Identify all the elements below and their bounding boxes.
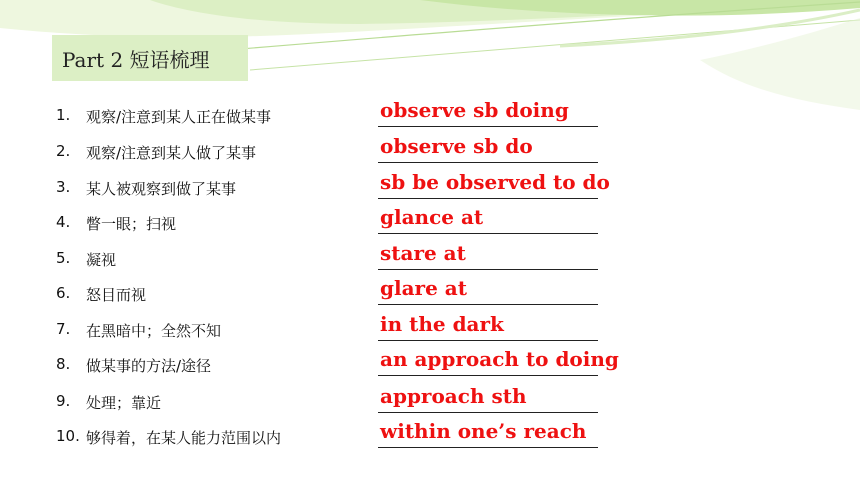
item-answer: approach sth — [380, 384, 527, 408]
list-item — [56, 421, 656, 451]
item-chinese: 某人被观察到做了某事 — [86, 180, 237, 198]
item-answer: stare at — [380, 241, 466, 265]
item-number: 2. — [56, 142, 71, 160]
list-item — [56, 349, 656, 379]
answer-blank-line — [378, 412, 598, 413]
item-number: 8. — [56, 355, 71, 373]
answer-blank-line — [378, 162, 598, 163]
answer-blank-line — [378, 447, 598, 448]
list-item — [56, 314, 656, 344]
answer-blank-line — [378, 340, 598, 341]
item-chinese: 够得着，在某人能力范围以内 — [86, 429, 282, 447]
answer-blank-line — [378, 375, 598, 376]
item-answer: observe sb do — [380, 134, 533, 158]
item-number: 3. — [56, 178, 71, 196]
answer-blank-line — [378, 233, 598, 234]
item-number: 9. — [56, 392, 71, 410]
item-answer: observe sb doing — [380, 98, 569, 122]
item-chinese: 在黑暗中；全然不知 — [86, 322, 222, 340]
section-title: Part 2 短语梳理 — [52, 35, 248, 81]
item-chinese: 观察/注意到某人正在做某事 — [86, 108, 272, 126]
answer-blank-line — [378, 126, 598, 127]
item-answer: an approach to doing — [380, 347, 619, 371]
item-answer: glare at — [380, 276, 467, 300]
item-number: 6. — [56, 284, 71, 302]
answer-blank-line — [378, 198, 598, 199]
item-answer: sb be observed to do — [380, 170, 610, 194]
item-chinese: 处理；靠近 — [86, 394, 162, 412]
list-item — [56, 100, 656, 130]
item-answer: glance at — [380, 205, 484, 229]
item-number: 7. — [56, 320, 71, 338]
item-number: 4. — [56, 213, 71, 231]
list-item — [56, 172, 656, 202]
item-chinese: 凝视 — [86, 251, 117, 269]
answer-blank-line — [378, 269, 598, 270]
item-chinese: 怒目而视 — [86, 286, 147, 304]
item-answer: within one’s reach — [380, 419, 587, 443]
item-answer: in the dark — [380, 312, 504, 336]
item-number: 1. — [56, 106, 71, 124]
item-number: 5. — [56, 249, 71, 267]
item-chinese: 做某事的方法/途径 — [86, 357, 212, 375]
item-number: 10. — [56, 427, 80, 445]
list-item — [56, 207, 656, 237]
list-item — [56, 386, 656, 416]
answer-blank-line — [378, 304, 598, 305]
item-chinese: 观察/注意到某人做了某事 — [86, 144, 257, 162]
list-item — [56, 243, 656, 273]
item-chinese: 瞥一眼；扫视 — [86, 215, 177, 233]
list-item — [56, 136, 656, 166]
list-item — [56, 278, 656, 308]
